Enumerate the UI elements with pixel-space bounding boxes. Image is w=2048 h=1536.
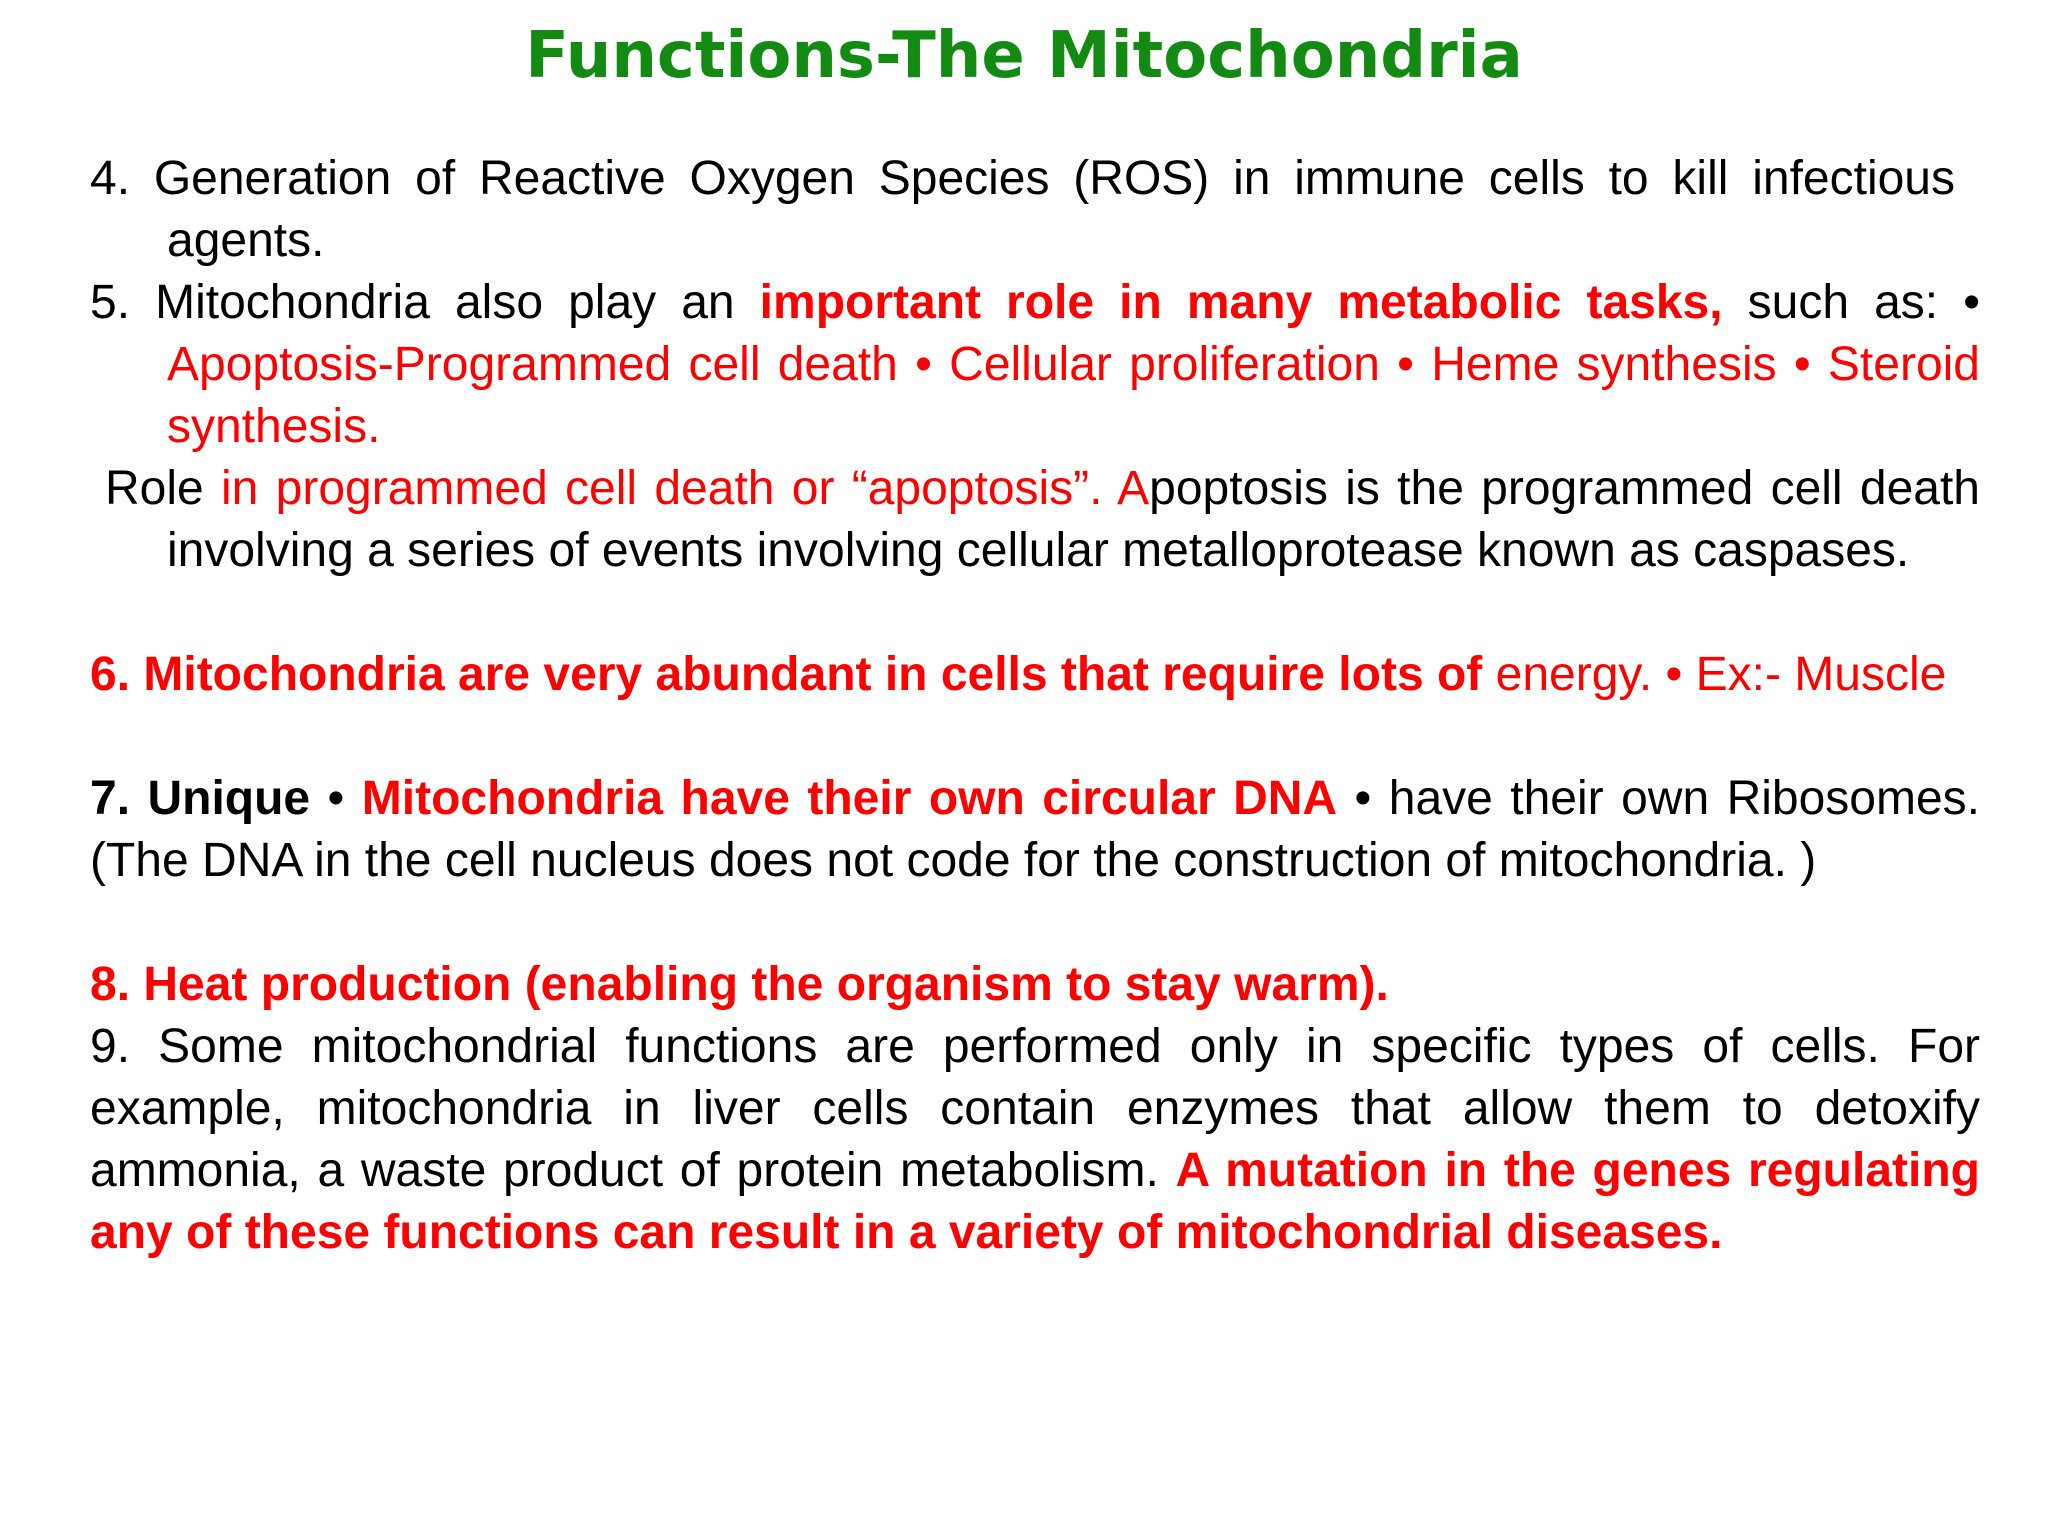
point-5 [90,272,1980,458]
spacer [90,892,1980,954]
spacer [90,706,1980,768]
point-8 [90,954,1980,1016]
point-7-rest: • have their own Ribosomes. (The DNA in the cell nucleus does not code for the construction of mitochondria. ) [90,772,1980,887]
point-7-highlight: Mitochondria have their own circular DNA [361,772,1338,825]
point-7-separator: • [310,772,362,825]
point-9-text: 9. Some mitochondrial functions are performed only in specific types of cells. For example, mitochondria in liver cells contain enzymes that allow them to detoxify ammonia, a waste product of protein metabolism. [90,1020,1980,1197]
point-5-task-list: Apoptosis-Programmed cell death • Cellular proliferation • Heme synthesis • Steroid synthesis. [167,338,1980,453]
point-8-text: 8. Heat production (enabling the organism to stay warm). [90,958,1389,1011]
point-6 [90,644,1980,706]
point-4 [90,148,1955,272]
role-rest: poptosis is the programmed cell death involving a series of events involving cellular metalloprotease known as caspases. [167,462,1980,577]
point-5-intro: 5. Mitochondria also play an [90,276,760,329]
spacer [90,582,1980,644]
point-4-text: 4. Generation of Reactive Oxygen Species (ROS) in immune cells to kill infectious agents. [90,152,1955,267]
slide-body [90,148,1980,1264]
point-9 [90,1016,1980,1264]
point-7-heading: 7. Unique [90,772,311,825]
point-5-highlight: important role in many metabolic tasks, [759,276,1723,329]
apoptosis-role [90,458,1980,582]
point-6-example: energy. • Ex:- Muscle [1482,648,1947,701]
slide-title: Functions-The Mitochondria [525,19,1523,93]
role-prefix: Role [105,462,222,515]
point-7 [90,768,1980,892]
point-6-highlight: 6. Mitochondria are very abundant in cells that require lots of [90,648,1483,701]
role-highlight: in programmed cell death or “apoptosis”. A [221,462,1150,515]
point-9-highlight: A mutation in the genes regulating any of these functions can result in a variety of mitochondrial diseases. [90,1144,1980,1259]
point-5-after: such as: • [1722,276,1981,329]
